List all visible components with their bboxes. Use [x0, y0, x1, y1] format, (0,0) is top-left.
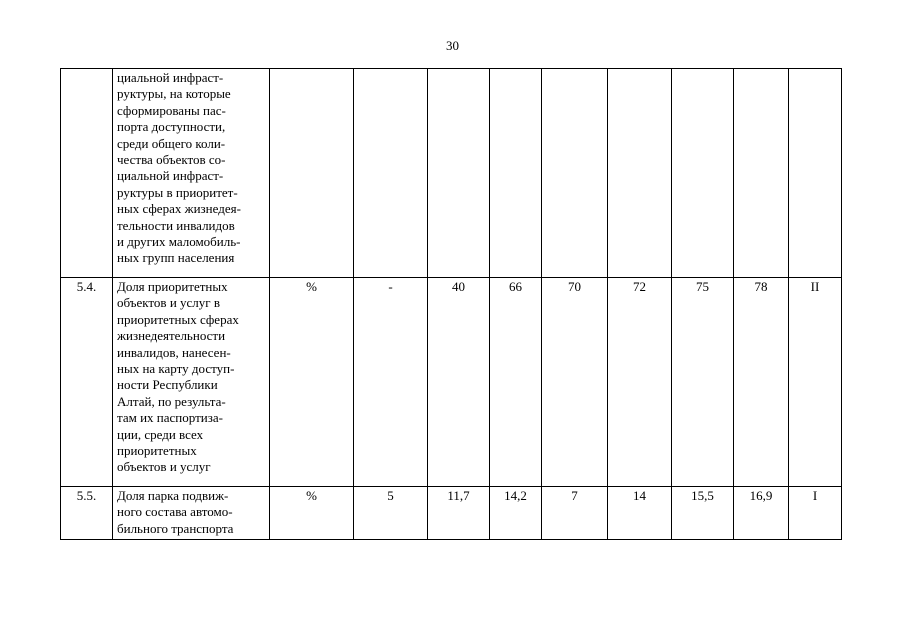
indicator-name-line: и других маломобиль- [117, 234, 241, 250]
value-cell [542, 69, 608, 278]
value-cell: 11,7 [428, 487, 490, 540]
table-row [61, 69, 842, 278]
indicator-name-line: бильного транспорта [117, 520, 234, 536]
page-number: 30 [446, 38, 459, 53]
indicators-table [60, 68, 842, 540]
indicator-name-line: приоритетных сферах [117, 311, 239, 327]
indicator-name-line: приоритетных [117, 443, 197, 459]
indicator-name-line: циальной инфраст- [117, 70, 224, 85]
indicator-name-line: чества объектов со- [117, 152, 226, 168]
indicator-name-line: сформированы пас- [117, 102, 226, 118]
unit-cell: % [270, 487, 354, 540]
value-cell: 72 [608, 278, 672, 487]
indicator-name-line: Доля парка подвиж- [117, 488, 229, 503]
unit-cell [270, 69, 354, 278]
indicator-name-line: объектов и услуг [117, 459, 211, 475]
row-number-cell: 5.4. [61, 278, 113, 487]
value-cell: 14 [608, 487, 672, 540]
indicator-name-line: там их паспортиза- [117, 410, 223, 426]
source-cell: II [789, 278, 842, 487]
value-cell [490, 69, 542, 278]
indicator-name-line: инвалидов, нанесен- [117, 344, 231, 360]
value-cell: 7 [542, 487, 608, 540]
value-cell [354, 69, 428, 278]
table-row [61, 487, 842, 540]
indicator-name-line: циальной инфраст- [117, 168, 224, 184]
row-number-cell: 5.5. [61, 487, 113, 540]
value-cell: 66 [490, 278, 542, 487]
indicator-name-line: ного состава автомо- [117, 504, 233, 520]
indicator-name-line: ности Республики [117, 377, 218, 393]
indicator-name-line: руктуры, на которые [117, 86, 231, 102]
value-cell [608, 69, 672, 278]
table-row [61, 278, 842, 487]
source-cell [789, 69, 842, 278]
indicator-name-line: руктуры в приоритет- [117, 184, 238, 200]
value-cell: - [354, 278, 428, 487]
indicator-name-line: Алтай, по результа- [117, 393, 226, 409]
value-cell: 78 [734, 278, 789, 487]
indicator-name-line: ных сферах жизнедея- [117, 201, 241, 217]
indicator-name-line: объектов и услуг в [117, 295, 221, 311]
source-cell: I [789, 487, 842, 540]
unit-cell: % [270, 278, 354, 487]
indicator-name-line: ции, среди всех [117, 426, 204, 442]
value-cell [734, 69, 789, 278]
indicator-name-line: жизнедеятельности [117, 328, 226, 344]
value-cell: 5 [354, 487, 428, 540]
indicator-name-line: тельности инвалидов [117, 217, 235, 233]
indicator-name-cell [113, 487, 270, 540]
indicator-name-cell [113, 278, 270, 487]
value-cell: 15,5 [672, 487, 734, 540]
value-cell: 14,2 [490, 487, 542, 540]
value-cell: 75 [672, 278, 734, 487]
indicator-name-line: ных групп населения [117, 250, 235, 266]
value-cell: 40 [428, 278, 490, 487]
indicator-name-line: порта доступности, [117, 119, 226, 135]
value-cell: 16,9 [734, 487, 789, 540]
indicator-name-line: среди общего коли- [117, 135, 226, 151]
indicator-name-line: Доля приоритетных [117, 279, 228, 294]
value-cell [428, 69, 490, 278]
value-cell: 70 [542, 278, 608, 487]
row-number-cell [61, 69, 113, 278]
value-cell [672, 69, 734, 278]
indicator-name-line: ных на карту доступ- [117, 361, 235, 377]
indicator-name-cell [113, 69, 270, 278]
